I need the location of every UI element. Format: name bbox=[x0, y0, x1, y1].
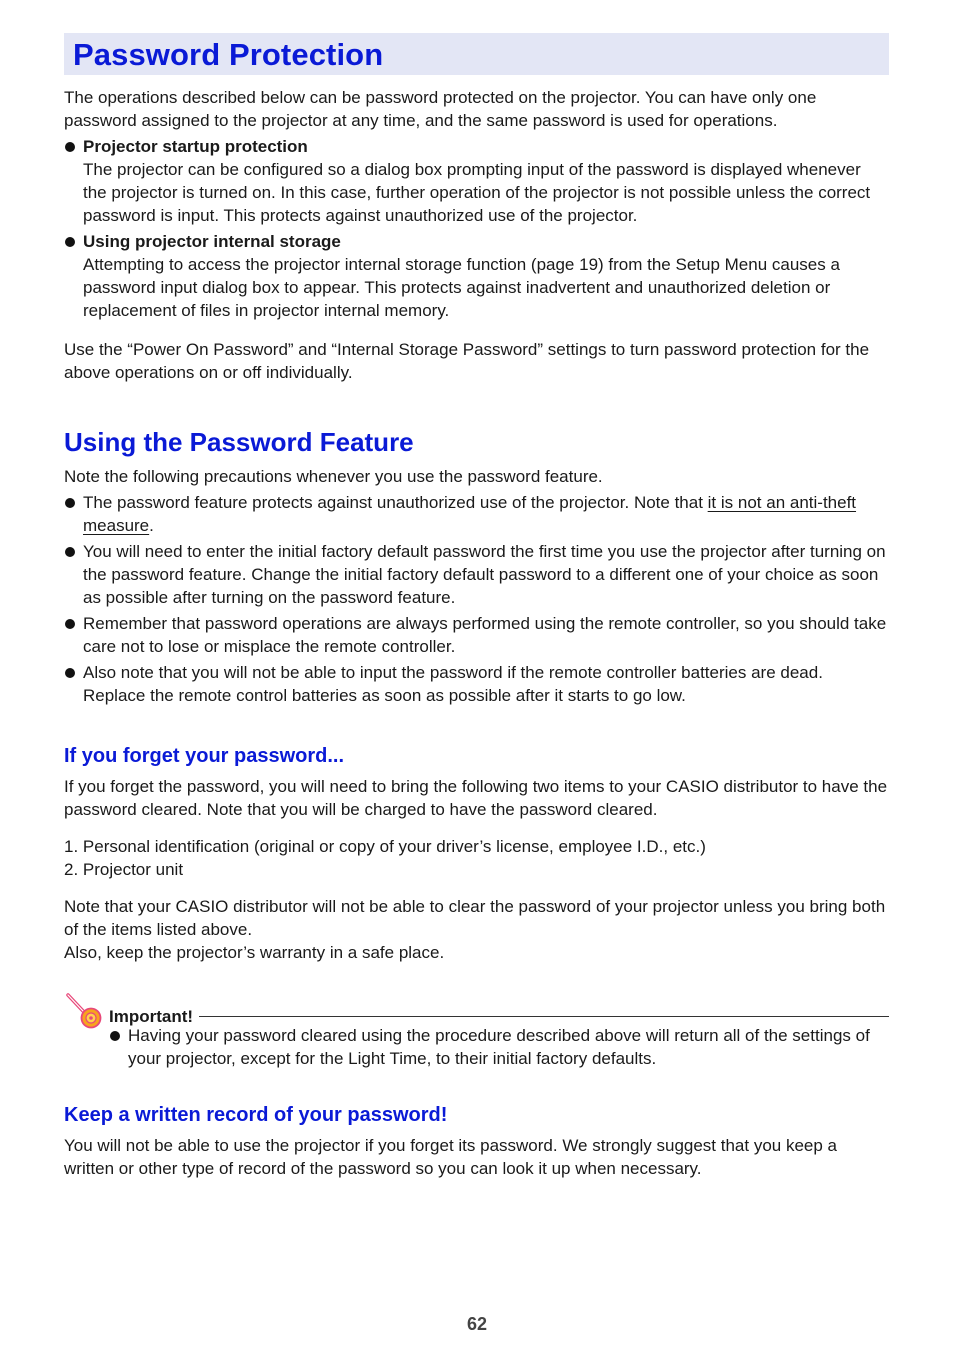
distributor-note: Note that your CASIO distributor will not be able to clear the password of your projector unless you bring both of the items listed above. bbox=[64, 897, 886, 939]
list-item bbox=[64, 491, 889, 537]
bullet-text: Also note that you will not be able to input the password if the remote controller batteries are dead. Replace the remote control batteries as soon as possible after it starts to go low. bbox=[83, 663, 823, 705]
bullet-icon bbox=[65, 498, 75, 508]
list-item bbox=[64, 540, 889, 609]
section-heading-feature: Using the Password Feature bbox=[64, 427, 414, 457]
protection-item-storage bbox=[64, 230, 889, 322]
important-label: Important! bbox=[109, 1005, 199, 1028]
bullet-text: Having your password cleared using the procedure described above will return all of the settings of your projector, except for the Light Time, to their initial factory defaults. bbox=[128, 1026, 870, 1068]
precautions-list bbox=[64, 491, 889, 707]
title-bar bbox=[64, 33, 889, 75]
bullet-text: Remember that password operations are always performed using the remote controller, so you should take care not to lose or misplace the remote controller. bbox=[83, 614, 887, 656]
warranty-note: Also, keep the projector’s warranty in a safe place. bbox=[64, 943, 445, 962]
important-pin-icon bbox=[64, 991, 106, 1029]
record-paragraph: You will not be able to use the projector if you forget its password. We strongly suggest that you keep a written or other type of record of the password so you can look it up when necessary. bbox=[64, 1136, 838, 1178]
subheading-forget: If you forget your password... bbox=[64, 745, 345, 767]
anti-theft-note: it is not an anti-theft measure bbox=[83, 493, 857, 535]
protection-item-startup bbox=[64, 135, 889, 227]
bullet-icon bbox=[65, 668, 75, 678]
bullet-icon bbox=[65, 547, 75, 557]
bullet-icon bbox=[65, 142, 75, 152]
list-item bbox=[64, 612, 889, 658]
important-divider bbox=[109, 1016, 889, 1017]
settings-note: Use the “Power On Password” and “Internal Storage Password” settings to turn password protection for the above operations on or off individually. bbox=[64, 340, 870, 382]
forget-paragraph: If you forget the password, you will need to bring the following two items to your CASIO distributor to have the password cleared. Note that you will be charged to have the password cleared. bbox=[64, 777, 888, 819]
bullet-icon bbox=[65, 237, 75, 247]
important-body bbox=[64, 1024, 889, 1070]
feature-intro: Note the following precautions whenever you use the password feature. bbox=[64, 467, 603, 486]
bullet-icon bbox=[110, 1031, 120, 1041]
page-content bbox=[64, 33, 889, 1180]
important-box bbox=[64, 991, 889, 1027]
list-item bbox=[64, 661, 889, 707]
protection-item-text: Attempting to access the projector internal storage function (page 19) from the Setup Menu causes a password input dialog box to appear. This protects against inadvertent and unauthorized deletion or replacement of files in projector internal memory. bbox=[83, 255, 840, 320]
required-item-1: 1. Personal identification (original or copy of your driver’s license, employee I.D., etc.) bbox=[64, 837, 706, 856]
bullet-text: The password feature protects against unauthorized use of the projector. Note that bbox=[83, 493, 708, 512]
protection-item-text: The projector can be configured so a dialog box prompting input of the password is displayed whenever the projector is turned on. In this case, further operation of the projector is not possible unless the correct password is input. This protects against unauthorized use of the projector. bbox=[83, 160, 871, 225]
bullet-icon bbox=[65, 619, 75, 629]
bullet-text: You will need to enter the initial factory default password the first time you use the projector after turning on the password feature. Change the initial factory default password to a different one of your choice as soon as possible after turning on the password feature. bbox=[83, 542, 886, 607]
subheading-record: Keep a written record of your password! bbox=[64, 1104, 448, 1126]
protection-item-heading: Projector startup protection bbox=[83, 137, 308, 156]
bullet-text-end: . bbox=[149, 516, 154, 535]
page-title: Password Protection bbox=[73, 36, 384, 72]
protection-item-heading: Using projector internal storage bbox=[83, 232, 341, 251]
intro-paragraph: The operations described below can be password protected on the projector. You can have only one password assigned to the projector at any time, and the same password is used for operations. bbox=[64, 88, 817, 130]
required-item-2: 2. Projector unit bbox=[64, 860, 184, 879]
page-number: 62 bbox=[466, 1314, 488, 1334]
list-item bbox=[109, 1024, 889, 1070]
